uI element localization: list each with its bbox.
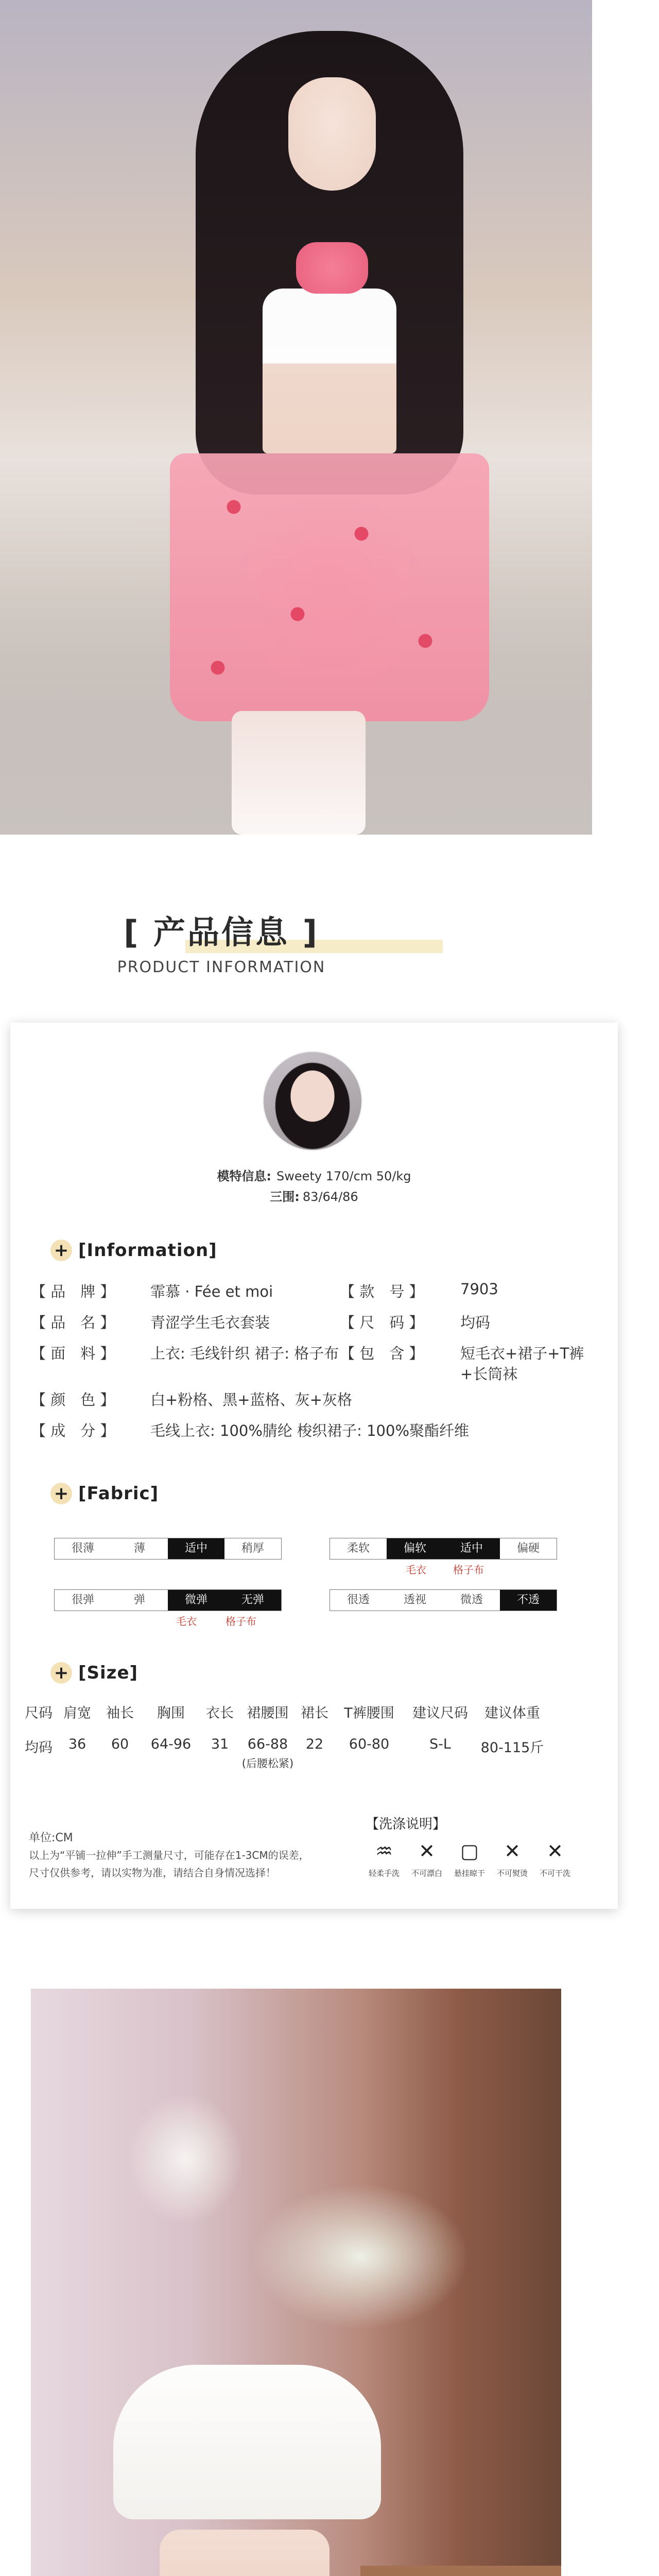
model-measure-label: 三围: [270, 1190, 300, 1204]
product-photo-strawberry-uniform [0, 0, 592, 835]
elasticity-note-sweater: 毛衣 [176, 1615, 197, 1628]
model-legs [232, 711, 366, 835]
model-info-label: 模特信息: [217, 1169, 272, 1183]
softness-note-sweater: 毛衣 [406, 1564, 426, 1576]
info-row-material: 【 面 料 】 上衣: 毛线针织 裙子: 格子布 【 包 含 】 短毛衣+裙子+T裤 +长筒袜 [31, 1345, 584, 1383]
info-row-name: 【 品 名 】 青涩学生毛衣套装 【 尺 码 】 均码 [31, 1314, 491, 1331]
product-info-card: 模特信息: Sweety 170/cm 50/kg 三围: 83/64/86 + [Information] 【 品 牌 】 霏慕 · Fée et moi 【 款 号 】 7903 【 品 名 】 青涩学生毛衣套装 【 尺 码 】 均码 【 面 料 】 上衣: 毛线针织 裙子: 格子布 【 包 含 】 短毛衣+裙子+T裤 +长筒袜 【 颜 色 】 白+粉格、黑+蓝格、灰+灰格 【 成 分 】 毛线上衣: 100%腈纶 梭织裙子: 100%聚酯纤维 + [Fabric] 很薄 薄 适中 稍厚 柔软 偏软 适中 偏硬 毛衣 格子布 很弹 弹 微弹 无弹 毛衣 格子布 很透 透视 微透 不透 + [Size] 尺码 肩宽 袖长 胸围 衣长 裙腰围 裙长 T裤腰围 建议尺码 建议体重 均码 36 60 64-96 31 66-88 22 60-80 S-L 80-115斤 (后腰松紧) 单位:CM 以上为“平铺一拉伸”手工测量尺寸，可能存在1-3CM的误差， 尺寸仅供参考，请以实物为准，请结合自身情况选择！ 【洗涤说明】 ♒ ✕ ▢ ✕ ✕ 轻柔手洗 不可漂白 悬挂晾干 不可熨烫 不可干洗 [10, 1023, 618, 1909]
care-title: 【洗涤说明】 [366, 1817, 446, 1832]
white-sweater [113, 2365, 381, 2519]
care-label: 轻柔手洗 [368, 1869, 400, 1878]
info-row-composition: 【 成 分 】 毛线上衣: 100%腈纶 梭织裙子: 100%聚酯纤维 [31, 1422, 470, 1439]
pink-bow [296, 242, 368, 294]
model-info-value: Sweety 170/cm 50/kg [276, 1169, 411, 1183]
unit-label: 单位:CM [29, 1832, 73, 1844]
fabric-heading: + [Fabric] [50, 1481, 159, 1506]
fabric-bar-elasticity: 很弹 弹 微弹 无弹 [54, 1589, 282, 1611]
information-heading: + [Information] [50, 1238, 217, 1263]
care-label: 不可干洗 [539, 1869, 570, 1878]
model-waist [160, 2530, 330, 2576]
model-measure-value: 83/64/86 [302, 1190, 358, 1204]
product-photo-plaid-uniform [31, 1989, 561, 2576]
waist-elastic-note: (后腰松紧) [241, 1757, 294, 1770]
softness-note-plaid: 格子布 [453, 1564, 484, 1576]
plus-icon: + [50, 1483, 72, 1504]
size-note-1: 以上为“平铺一拉伸”手工测量尺寸，可能存在1-3CM的误差， [29, 1849, 309, 1861]
title-en: PRODUCT INFORMATION [117, 958, 326, 976]
care-label: 不可熨烫 [496, 1869, 528, 1878]
strawberry-skirt [170, 453, 489, 721]
size-note-2: 尺寸仅供参考，请以实物为准，请结合自身情况选择！ [29, 1867, 276, 1879]
plus-icon: + [50, 1240, 72, 1261]
info-row-color: 【 颜 色 】 白+粉格、黑+蓝格、灰+灰格 [31, 1391, 352, 1409]
model-measure-line [10, 1187, 618, 1205]
title-cn: [ 产品信息 ] [124, 913, 319, 951]
no-bleach-icon: ✕ [419, 1840, 435, 1862]
no-dry-clean-icon: ✕ [547, 1840, 563, 1862]
product-info-title-block [0, 907, 659, 976]
fabric-bar-softness: 柔软 偏软 适中 偏硬 [330, 1538, 557, 1560]
care-label: 悬挂晾干 [454, 1869, 485, 1878]
model-torso [263, 289, 396, 453]
fabric-bar-transparency: 很透 透视 微透 不透 [330, 1589, 557, 1611]
model-info-line [10, 1166, 618, 1184]
wooden-bench [360, 2566, 561, 2576]
plus-icon: + [50, 1662, 72, 1684]
size-heading: + [Size] [50, 1660, 138, 1685]
hand-wash-icon: ♒ [375, 1840, 393, 1862]
info-row-brand: 【 品 牌 】 霏慕 · Fée et moi 【 款 号 】 7903 [31, 1280, 498, 1300]
elasticity-note-plaid: 格子布 [226, 1615, 256, 1628]
care-label: 不可漂白 [411, 1869, 442, 1878]
model-avatar [263, 1051, 362, 1151]
no-iron-icon: ✕ [504, 1840, 521, 1862]
hang-dry-icon: ▢ [460, 1840, 479, 1862]
model-face [288, 77, 376, 191]
fabric-bar-thickness: 很薄 薄 适中 稍厚 [54, 1538, 282, 1560]
